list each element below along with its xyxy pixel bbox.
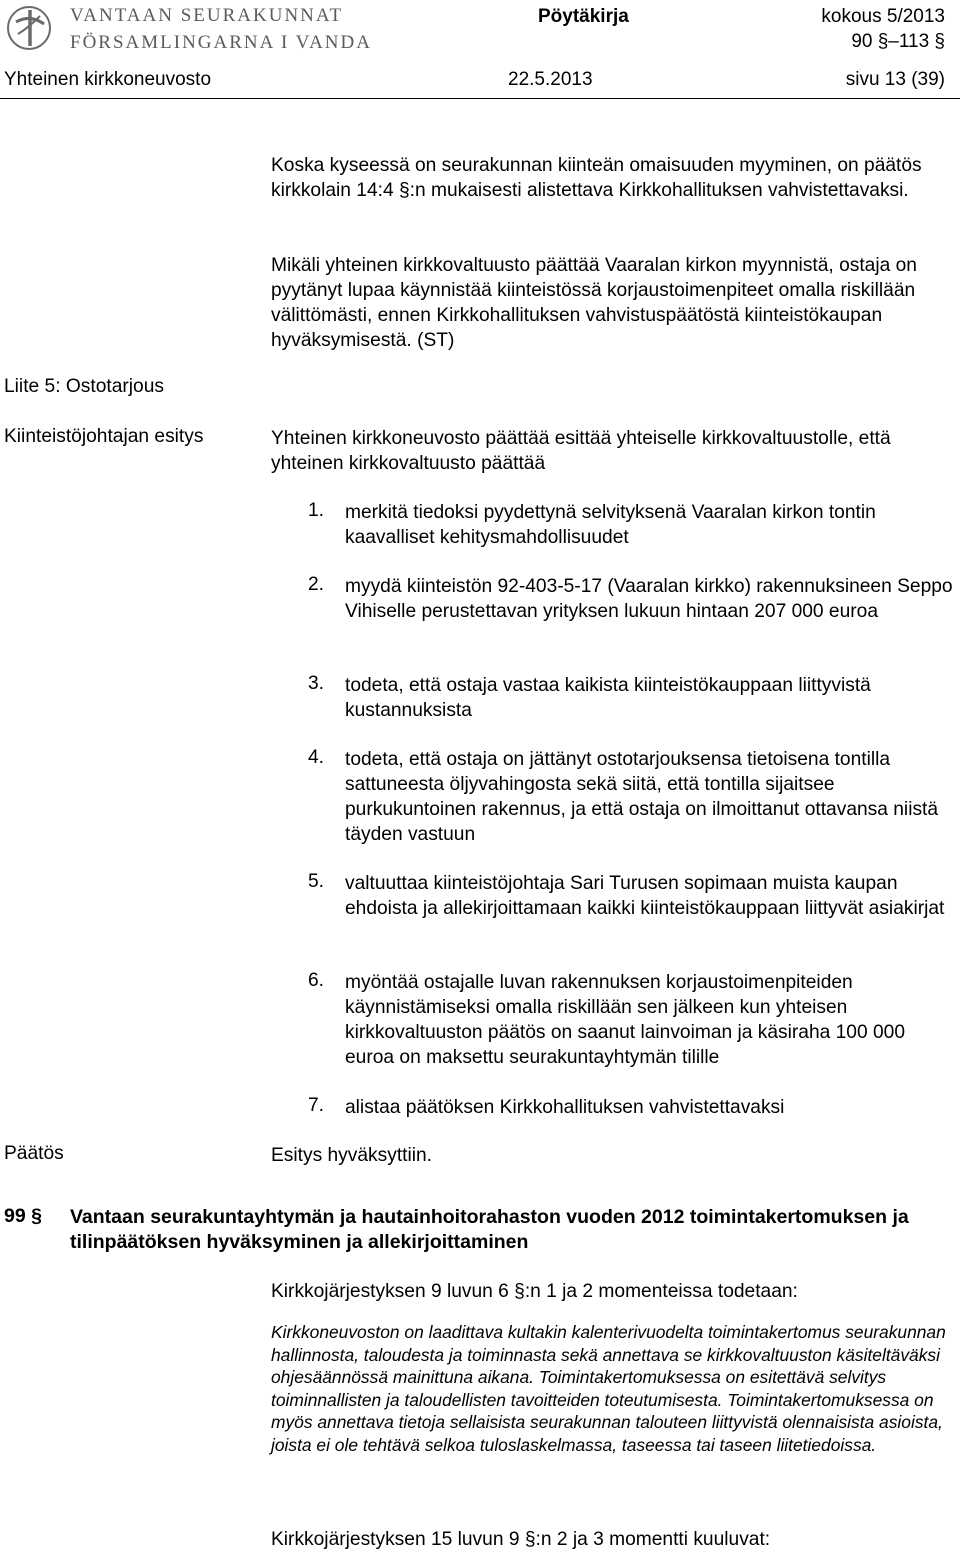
decision-text: Esitys hyväksyttiin. — [271, 1145, 433, 1166]
organization-name-swedish: FÖRSAMLINGARNA I VANDA — [70, 32, 372, 53]
church-order-quote: Kirkkoneuvoston on laadittava kultakin kalenterivuodelta toimintakertomus seurakunnan hallinnosta, taloudesta ja toiminnasta sekä annettava se kirkkovaltuuston käsiteltäväksi ohjesäännössä mainittuna aikana. Toimintakertomuksessa on esitettävä selvitys toiminnallisten ja taloudellisten tavoitteiden toteutumisesta. Toimintakertomuksessa on myös annettava tietoja sellaisista seurakunnan talouteen liittyvistä olennaisista asioista, joista ei ole tehtävä selkoa tuloslaskelmassa, taseessa tai taseen liitetiedoissa. — [271, 1322, 946, 1455]
section-range: 90 §–113 § — [851, 31, 945, 52]
list-item-number: 5. — [308, 871, 325, 892]
list-item-number: 2. — [308, 574, 325, 595]
governing-body: Yhteinen kirkkoneuvosto — [4, 69, 212, 90]
decision-label: Päätös — [4, 1143, 64, 1164]
page-number: sivu 13 (39) — [845, 69, 945, 90]
list-item-number: 3. — [308, 673, 325, 694]
list-item: todeta, että ostaja on jättänyt ostotarjouksensa tietoisena tontilla sattuneesta öljyvahingosta sekä siitä, että tontilla sijaitsee purkukuntoinen rakennus, ja että ostaja on ilmoittanut ottavansa niistä täyden vastuun — [345, 749, 939, 845]
meeting-number: kokous 5/2013 — [821, 6, 945, 27]
paragraph-buyer-request: Mikäli yhteinen kirkkovaltuusto päättää Vaaralan kirkon myynnistä, ostaja on pyytänyt lupaa käynnistää kiinteistössä korjaustoimenpiteet omalla riskillään välittömästi, ennen Kirkkohallituksen vahvistuspäätöstä kiinteistökaupan hyväksymisestä. (ST) — [271, 255, 917, 351]
section-number: 99 § — [4, 1205, 42, 1227]
list-item: alistaa päätöksen Kirkkohallituksen vahvistettavaksi — [345, 1097, 785, 1118]
list-item: myöntää ostajalle luvan rakennuksen korjaustoimenpiteiden käynnistämiseksi omalla riskillään sen jälkeen kun yhteisen kirkkovaltuuston päätös on saanut lainvoiman ja käsiraha 100 000 euroa on maksettu seurakuntayhtymän tilille — [345, 972, 905, 1068]
organization-logo — [0, 0, 372, 58]
cross-emblem-icon — [6, 4, 52, 52]
list-item-number: 4. — [308, 747, 325, 768]
church-order-reference-2: Kirkkojärjestyksen 15 luvun 9 §:n 2 ja 3 momentti kuuluvat: — [271, 1529, 771, 1550]
list-item-number: 7. — [308, 1095, 325, 1116]
meeting-date: 22.5.2013 — [508, 69, 593, 90]
proposal-label: Kiinteistöjohtajan esitys — [4, 426, 204, 447]
attachment-label: Liite 5: Ostotarjous — [4, 376, 164, 397]
paragraph-approval-requirement: Koska kyseessä on seurakunnan kiinteän omaisuuden myyminen, on päätös kirkkolain 14:4 §:n mukaisesti alistettava Kirkkohallituksen vahvistettavaksi. — [271, 155, 922, 201]
proposal-intro: Yhteinen kirkkoneuvosto päättää esittää yhteiselle kirkkovaltuustolle, että yhteinen kirkkovaltuusto päättää — [271, 428, 891, 474]
list-item-number: 6. — [308, 970, 325, 991]
list-item: todeta, että ostaja vastaa kaikista kiinteistökauppaan liittyvistä kustannuksista — [345, 675, 871, 721]
header-divider — [0, 98, 960, 99]
document-type: Pöytäkirja — [538, 6, 629, 27]
church-order-reference: Kirkkojärjestyksen 9 luvun 6 §:n 1 ja 2 momenteissa todetaan: — [271, 1281, 798, 1302]
list-item: valtuuttaa kiinteistöjohtaja Sari Turusen sopimaan muista kaupan ehdoista ja allekirjoittamaan kaikki kiinteistökauppaan liittyvät asiakirjat — [345, 873, 945, 919]
list-item: merkitä tiedoksi pyydettynä selvityksenä Vaaralan kirkon tontin kaavalliset kehitysmahdollisuudet — [345, 502, 876, 548]
organization-name-finnish: VANTAAN SEURAKUNNAT — [70, 5, 344, 26]
section-title: Vantaan seurakuntayhtymän ja hautainhoitorahaston vuoden 2012 toimintakertomuksen ja tilinpäätöksen hyväksyminen ja allekirjoittaminen — [70, 1206, 909, 1253]
list-item-number: 1. — [308, 500, 325, 521]
list-item: myydä kiinteistön 92-403-5-17 (Vaaralan kirkko) rakennuksineen Seppo Vihiselle perustettavan yrityksen lukuun hintaan 207 000 euroa — [345, 576, 953, 622]
